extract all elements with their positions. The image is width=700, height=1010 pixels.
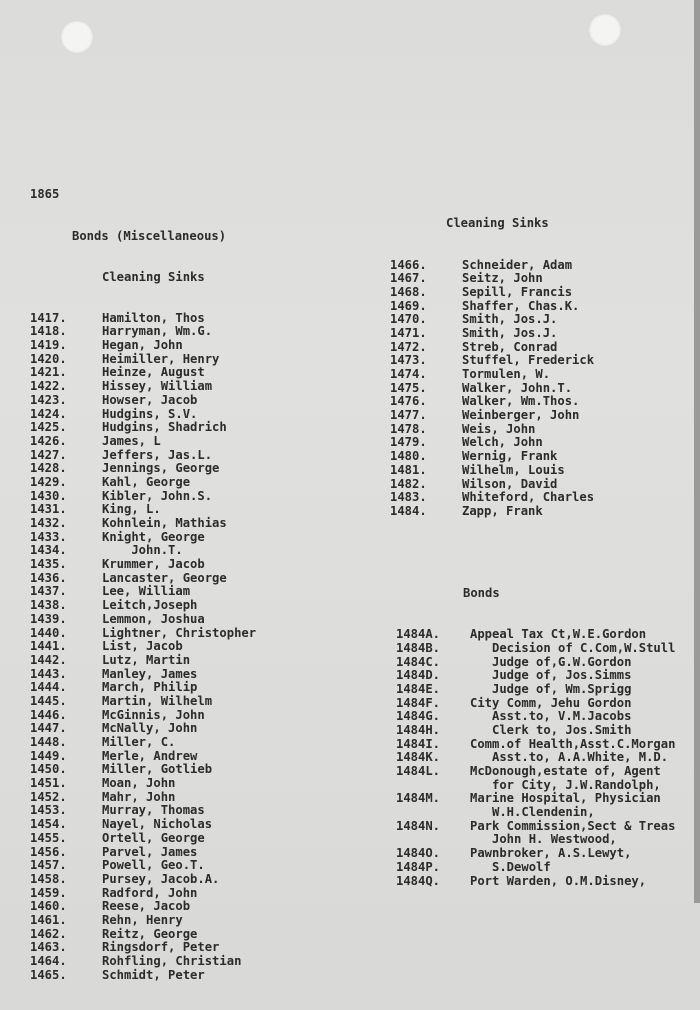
entry-text: for City, J.W.Randolph, bbox=[470, 777, 661, 792]
entry-number: 1423. bbox=[30, 392, 67, 407]
entry-number: 1420. bbox=[30, 351, 67, 366]
list-item bbox=[30, 969, 256, 983]
list-item bbox=[390, 478, 675, 492]
right-entry-list bbox=[390, 259, 675, 519]
entry-number: 1455. bbox=[30, 830, 67, 845]
entry-number: 1417. bbox=[30, 310, 67, 325]
list-item bbox=[390, 382, 675, 396]
entry-number: 1418. bbox=[30, 324, 67, 339]
list-item bbox=[390, 368, 675, 382]
entry-number: 1442. bbox=[30, 652, 67, 667]
entry-number: 1483. bbox=[390, 490, 427, 505]
entry-number: 1482. bbox=[390, 476, 427, 491]
list-item bbox=[30, 804, 256, 818]
list-item bbox=[30, 846, 256, 860]
entry-number: 1447. bbox=[30, 721, 67, 736]
entry-number: 1438. bbox=[30, 598, 67, 613]
entry-text: Heinze, August bbox=[102, 365, 205, 380]
entry-number: 1479. bbox=[390, 435, 427, 450]
list-item bbox=[30, 859, 256, 873]
entry-text: Moan, John bbox=[102, 776, 176, 791]
entry-number: 1480. bbox=[390, 449, 427, 464]
list-item bbox=[30, 613, 256, 627]
entry-text: Rohfling, Christian bbox=[102, 954, 242, 968]
list-item bbox=[390, 464, 675, 478]
spacer bbox=[390, 546, 675, 560]
entry-number: 1424. bbox=[30, 406, 67, 421]
entry-text: Reese, Jacob bbox=[102, 899, 191, 914]
list-item bbox=[30, 832, 256, 846]
entry-text: Wilson, David bbox=[462, 476, 558, 491]
entry-text: Howser, Jacob bbox=[102, 392, 198, 407]
bonds-heading: Bonds bbox=[463, 586, 500, 601]
entry-text: Hegan, John bbox=[102, 338, 183, 353]
entry-text: Judge of,G.W.Gordon bbox=[470, 654, 632, 669]
list-item bbox=[396, 738, 675, 752]
entry-text: King, L. bbox=[102, 502, 161, 517]
entry-text: Powell, Geo.T. bbox=[102, 858, 205, 873]
entry-number: 1449. bbox=[30, 748, 67, 763]
list-item bbox=[390, 272, 675, 286]
list-item bbox=[30, 503, 256, 517]
entry-number: 1427. bbox=[30, 447, 67, 462]
entry-number: 1461. bbox=[30, 912, 67, 927]
entry-number: 1484N. bbox=[396, 818, 441, 833]
entry-text: Leitch,Joseph bbox=[102, 598, 198, 613]
entry-number: 1484D. bbox=[396, 668, 441, 683]
entry-text: Streb, Conrad bbox=[462, 339, 558, 354]
entry-number: 1470. bbox=[390, 312, 427, 327]
entry-number: 1426. bbox=[30, 433, 67, 448]
list-item bbox=[390, 409, 675, 423]
entry-text: McDonough,estate of, Agent bbox=[470, 764, 661, 779]
entry-text: McNally, John bbox=[102, 721, 198, 736]
list-item bbox=[30, 599, 256, 613]
list-item bbox=[30, 572, 256, 586]
entry-number: 1441. bbox=[30, 639, 67, 654]
list-item bbox=[390, 259, 675, 273]
list-item bbox=[30, 681, 256, 695]
list-item bbox=[30, 695, 256, 709]
entry-text: Marine Hospital, Physician bbox=[470, 791, 661, 806]
list-item bbox=[390, 286, 675, 300]
list-item bbox=[30, 408, 256, 422]
bonds-entry-list bbox=[390, 628, 675, 888]
list-item bbox=[396, 656, 675, 670]
entry-text: Decision of C.Com,W.Stull bbox=[470, 640, 676, 655]
entry-number: 1421. bbox=[30, 365, 67, 380]
entry-number: 1460. bbox=[30, 899, 67, 914]
entry-text: Stuffel, Frederick bbox=[462, 353, 595, 368]
entry-text: Lee, William bbox=[102, 584, 191, 599]
list-item bbox=[396, 875, 675, 889]
list-item bbox=[30, 654, 256, 668]
entry-text: Hudgins, S.V. bbox=[102, 406, 198, 421]
entry-text: Park Commission,Sect & Treas bbox=[470, 818, 676, 833]
entry-number: 1484K. bbox=[396, 750, 441, 765]
entry-text: Asst.to, A.A.White, M.D. bbox=[470, 750, 669, 765]
entry-number: 1476. bbox=[390, 394, 427, 409]
entry-text: Comm.of Health,Asst.C.Morgan bbox=[470, 736, 676, 751]
entry-text: Pursey, Jacob.A. bbox=[102, 871, 220, 886]
entry-text: Parvel, James bbox=[102, 844, 198, 859]
list-item bbox=[396, 683, 675, 697]
list-item bbox=[30, 558, 256, 572]
entry-text: Nayel, Nicholas bbox=[102, 817, 213, 832]
entry-number: 1453. bbox=[30, 803, 67, 818]
list-item bbox=[30, 900, 256, 914]
list-item bbox=[390, 423, 675, 437]
entry-text: Walker, John.T. bbox=[462, 380, 573, 395]
entry-number: 1439. bbox=[30, 611, 67, 626]
list-item bbox=[30, 818, 256, 832]
list-item bbox=[30, 777, 256, 791]
entry-text: Asst.to, V.M.Jacobs bbox=[470, 709, 632, 724]
list-item bbox=[396, 669, 675, 683]
entry-number: 1434. bbox=[30, 543, 67, 558]
list-item bbox=[390, 491, 675, 505]
list-item bbox=[396, 779, 675, 793]
entry-number: 1419. bbox=[30, 338, 67, 353]
list-item bbox=[30, 763, 256, 777]
list-item bbox=[396, 751, 675, 765]
list-item bbox=[396, 806, 675, 820]
entry-number: 1448. bbox=[30, 735, 67, 749]
entry-number: 1471. bbox=[390, 325, 427, 340]
entry-number: 1477. bbox=[390, 408, 427, 423]
entry-number: 1430. bbox=[30, 488, 67, 503]
list-item bbox=[396, 861, 675, 875]
entry-text: City Comm, Jehu Gordon bbox=[470, 695, 632, 710]
list-item bbox=[390, 341, 675, 355]
list-item bbox=[30, 585, 256, 599]
entry-text: Appeal Tax Ct,W.E.Gordon bbox=[470, 627, 647, 642]
list-item bbox=[30, 449, 256, 463]
entry-text: Lightner, Christopher bbox=[102, 625, 257, 640]
entry-text: S.Dewolf bbox=[470, 859, 551, 874]
list-item bbox=[30, 791, 256, 805]
entry-text: Heimiller, Henry bbox=[102, 351, 220, 366]
entry-number: 1459. bbox=[30, 885, 67, 900]
year-label: 1865 bbox=[30, 187, 60, 202]
list-item bbox=[30, 476, 256, 490]
entry-number: 1467. bbox=[390, 271, 427, 286]
entry-number: 1484P. bbox=[396, 859, 441, 874]
list-item bbox=[390, 436, 675, 450]
entry-text: Judge of, Jos.Simms bbox=[470, 668, 632, 683]
entry-text: Hudgins, Shadrich bbox=[102, 420, 227, 435]
list-item bbox=[30, 722, 256, 736]
page-edge-shadow bbox=[694, 0, 700, 903]
list-item bbox=[30, 914, 256, 928]
entry-text: Kohnlein, Mathias bbox=[102, 516, 227, 530]
left-subheading: Cleaning Sinks bbox=[102, 269, 205, 284]
entry-number: 1473. bbox=[390, 353, 427, 368]
entry-text: Reitz, George bbox=[102, 926, 198, 941]
entry-text: Smith, Jos.J. bbox=[462, 312, 558, 327]
list-item bbox=[396, 697, 675, 711]
entry-text: Judge of, Wm.Sprigg bbox=[470, 681, 632, 696]
list-item bbox=[30, 627, 256, 641]
right-column bbox=[390, 190, 675, 916]
list-item bbox=[30, 873, 256, 887]
entry-number: 1475. bbox=[390, 380, 427, 395]
entry-number: 1435. bbox=[30, 557, 67, 572]
left-entry-list bbox=[30, 312, 256, 983]
entry-text: John H. Westwood, bbox=[470, 832, 617, 847]
entry-number: 1444. bbox=[30, 680, 67, 695]
entry-text: Pawnbroker, A.S.Lewyt, bbox=[470, 846, 632, 861]
entry-number: 1458. bbox=[30, 871, 67, 886]
entry-number: 1464. bbox=[30, 954, 67, 968]
entry-number: 1484O. bbox=[396, 846, 441, 861]
entry-text: John.T. bbox=[102, 543, 183, 558]
entry-number: 1474. bbox=[390, 367, 427, 381]
list-item bbox=[30, 435, 256, 449]
list-item bbox=[30, 736, 256, 750]
list-item bbox=[30, 312, 256, 326]
entry-number: 1456. bbox=[30, 844, 67, 859]
entry-text: Krummer, Jacob bbox=[102, 557, 205, 572]
entry-number: 1425. bbox=[30, 420, 67, 435]
entry-text: Jennings, George bbox=[102, 461, 220, 476]
entry-text: March, Philip bbox=[102, 680, 198, 695]
list-item bbox=[30, 955, 256, 969]
list-item bbox=[30, 668, 256, 682]
entry-number: 1465. bbox=[30, 967, 67, 982]
entry-text: Weis, John bbox=[462, 421, 536, 436]
entry-number: 1437. bbox=[30, 584, 67, 599]
list-item bbox=[390, 300, 675, 314]
list-item bbox=[396, 847, 675, 861]
list-item bbox=[390, 505, 675, 519]
list-item bbox=[396, 792, 675, 806]
entry-text: Welch, John bbox=[462, 435, 543, 450]
list-item bbox=[390, 450, 675, 464]
left-column bbox=[30, 161, 256, 1010]
right-subheading: Cleaning Sinks bbox=[446, 216, 549, 231]
list-item bbox=[30, 325, 256, 339]
list-item bbox=[30, 421, 256, 435]
entry-text: Radford, John bbox=[102, 885, 198, 900]
left-section-heading: Bonds (Miscellaneous) bbox=[72, 228, 227, 243]
entry-text: Schmidt, Peter bbox=[102, 967, 205, 982]
entry-text: Port Warden, O.M.Disney, bbox=[470, 873, 647, 888]
punch-hole-left bbox=[60, 20, 94, 54]
entry-text: Kibler, John.S. bbox=[102, 488, 213, 503]
list-item bbox=[30, 709, 256, 723]
entry-text: Seitz, John bbox=[462, 271, 543, 286]
entry-number: 1484F. bbox=[396, 695, 441, 710]
list-item bbox=[30, 353, 256, 367]
entry-text: Ringsdorf, Peter bbox=[102, 940, 220, 955]
entry-number: 1454. bbox=[30, 817, 67, 832]
list-item bbox=[396, 765, 675, 779]
entry-text: Hissey, William bbox=[102, 379, 213, 394]
list-item bbox=[390, 354, 675, 368]
entry-number: 1484B. bbox=[396, 640, 441, 655]
list-item bbox=[390, 327, 675, 341]
entry-text: Wernig, Frank bbox=[462, 449, 558, 464]
list-item bbox=[390, 313, 675, 327]
entry-number: 1432. bbox=[30, 516, 67, 530]
entry-number: 1468. bbox=[390, 284, 427, 299]
list-item bbox=[30, 928, 256, 942]
entry-text: Merle, Andrew bbox=[102, 748, 198, 763]
entry-number: 1429. bbox=[30, 474, 67, 489]
entry-text: Murray, Thomas bbox=[102, 803, 205, 818]
list-item bbox=[30, 531, 256, 545]
list-item bbox=[396, 642, 675, 656]
entry-number: 1451. bbox=[30, 776, 67, 791]
entry-text: Jeffers, Jas.L. bbox=[102, 447, 213, 462]
entry-number: 1484. bbox=[390, 503, 427, 518]
entry-text: Mahr, John bbox=[102, 789, 176, 804]
list-item bbox=[396, 724, 675, 738]
entry-text: Harryman, Wm.G. bbox=[102, 324, 213, 339]
entry-number: 1431. bbox=[30, 502, 67, 517]
entry-text: Walker, Wm.Thos. bbox=[462, 394, 580, 409]
entry-number: 1484E. bbox=[396, 681, 441, 696]
list-item bbox=[30, 339, 256, 353]
entry-number: 1457. bbox=[30, 858, 67, 873]
entry-number: 1484H. bbox=[396, 722, 441, 737]
entry-text: Rehn, Henry bbox=[102, 912, 183, 927]
entry-text: Whiteford, Charles bbox=[462, 490, 595, 505]
list-item bbox=[30, 462, 256, 476]
list-item bbox=[30, 366, 256, 380]
entry-number: 1463. bbox=[30, 940, 67, 955]
list-item bbox=[396, 710, 675, 724]
entry-text: Ortell, George bbox=[102, 830, 205, 845]
entry-number: 1484I. bbox=[396, 736, 441, 751]
entry-text: Sepill, Francis bbox=[462, 284, 573, 299]
entry-number: 1446. bbox=[30, 707, 67, 722]
punch-hole-right bbox=[588, 13, 622, 47]
entry-number: 1469. bbox=[390, 298, 427, 313]
list-item bbox=[390, 395, 675, 409]
entry-text: Weinberger, John bbox=[462, 408, 580, 423]
entry-text: Hamilton, Thos bbox=[102, 310, 205, 325]
entry-number: 1462. bbox=[30, 926, 67, 941]
entry-text: Lemmon, Joshua bbox=[102, 611, 205, 626]
list-item bbox=[396, 820, 675, 834]
entry-text: Martin, Wilhelm bbox=[102, 693, 213, 708]
entry-number: 1481. bbox=[390, 462, 427, 477]
list-item bbox=[30, 380, 256, 394]
entry-text: Miller, Gotlieb bbox=[102, 762, 213, 777]
entry-number: 1450. bbox=[30, 762, 67, 777]
entry-text: Knight, George bbox=[102, 529, 205, 544]
entry-number: 1428. bbox=[30, 461, 67, 476]
entry-number: 1422. bbox=[30, 379, 67, 394]
entry-number: 1440. bbox=[30, 625, 67, 640]
list-item bbox=[30, 941, 256, 955]
entry-text: Miller, C. bbox=[102, 735, 176, 749]
entry-text: Schneider, Adam bbox=[462, 257, 573, 272]
entry-number: 1452. bbox=[30, 789, 67, 804]
list-item bbox=[30, 517, 256, 531]
list-item bbox=[396, 628, 675, 642]
entry-text: McGinnis, John bbox=[102, 707, 205, 722]
entry-text: Kahl, George bbox=[102, 474, 191, 489]
entry-text: Tormulen, W. bbox=[462, 367, 551, 381]
entry-number: 1478. bbox=[390, 421, 427, 436]
list-item bbox=[30, 887, 256, 901]
entry-number: 1484Q. bbox=[396, 873, 441, 888]
entry-text: James, L bbox=[102, 433, 161, 448]
list-item bbox=[30, 640, 256, 654]
entry-number: 1472. bbox=[390, 339, 427, 354]
entry-number: 1445. bbox=[30, 693, 67, 708]
entry-number: 1433. bbox=[30, 529, 67, 544]
entry-text: Lutz, Martin bbox=[102, 652, 191, 667]
entry-number: 1484M. bbox=[396, 791, 441, 806]
list-item bbox=[30, 394, 256, 408]
entry-text: List, Jacob bbox=[102, 639, 183, 654]
entry-number: 1484A. bbox=[396, 627, 441, 642]
list-item bbox=[30, 750, 256, 764]
entry-text: Zapp, Frank bbox=[462, 503, 543, 518]
list-item bbox=[396, 833, 675, 847]
entry-number: 1466. bbox=[390, 257, 427, 272]
entry-text: Smith, Jos.J. bbox=[462, 325, 558, 340]
entry-text: Manley, James bbox=[102, 666, 198, 681]
entry-number: 1484L. bbox=[396, 764, 441, 779]
entry-number: 1436. bbox=[30, 570, 67, 585]
entry-number: 1484C. bbox=[396, 654, 441, 669]
entry-text: Clerk to, Jos.Smith bbox=[470, 722, 632, 737]
entry-text: Wilhelm, Louis bbox=[462, 462, 565, 477]
entry-text: Lancaster, George bbox=[102, 570, 227, 585]
entry-text: W.H.Clendenin, bbox=[470, 805, 595, 820]
entry-text: Shaffer, Chas.K. bbox=[462, 298, 580, 313]
list-item bbox=[30, 544, 256, 558]
entry-number: 1443. bbox=[30, 666, 67, 681]
entry-number: 1484G. bbox=[396, 709, 441, 724]
list-item bbox=[30, 490, 256, 504]
